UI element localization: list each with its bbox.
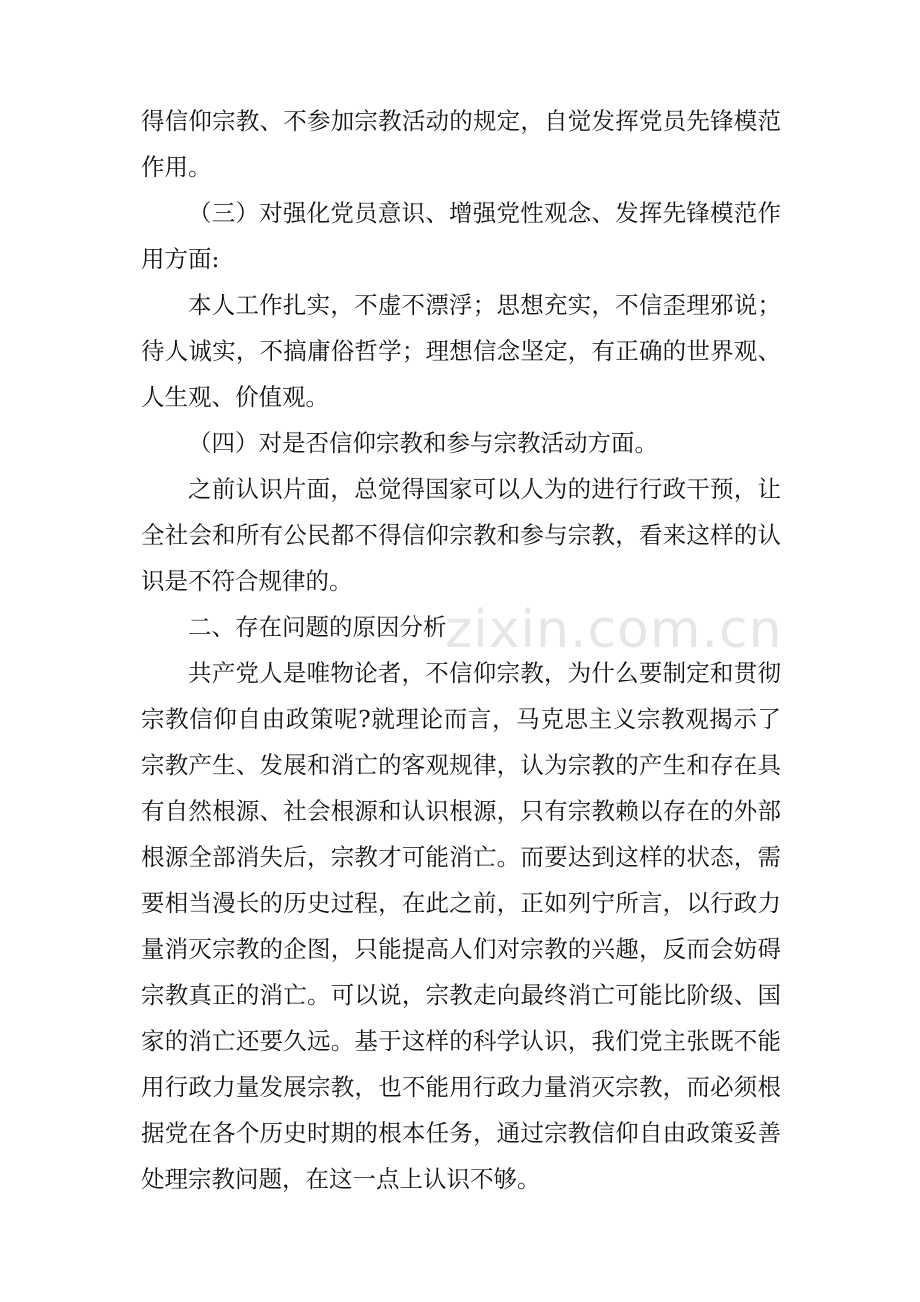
paragraph-1: 得信仰宗教、不参加宗教活动的规定，自觉发挥党员先锋模范作用。 (141, 107, 781, 181)
paragraph-7: 共产党人是唯物论者，不信仰宗教，为什么要制定和贯彻宗教信仰自由政策呢?就理论而言，马克思主义宗教观揭示了宗教产生、发展和消亡的客观规律，认为宗教的产生和存在具有自然根源、社会根源和认识根源，只有宗教赖以存在的外部根源全部消失后，宗教才可能消亡。而要达到这样的状态，需要相当漫长的历史过程，在此之前，正如列宁所言，以行政力量消灭宗教的企图，只能提高人们对宗教的兴趣，反而会妨碍宗教真正的消亡。可以说，宗教走向最终消亡可能比阶级、国家的消亡还要久远。基于这样的科学认识，我们党主张既不能用行政力量发展宗教，也不能用行政力量消灭宗教，而必须根据党在各个历史时期的根本任务，通过宗教信仰自由政策妥善处理宗教问题，在这一点上认识不够。 (141, 659, 781, 1193)
paragraph-3: 本人工作扎实，不虚不漂浮；思想充实，不信歪理邪说；待人诚实，不搞庸俗哲学；理想信念坚定，有正确的世界观、人生观、价值观。 (141, 291, 781, 411)
watermark: zixin.com.cn (445, 600, 783, 660)
paragraph-4: （四）对是否信仰宗教和参与宗教活动方面。 (188, 429, 658, 457)
section-heading: 二、存在问题的原因分析 (188, 613, 447, 641)
document-body (141, 98, 781, 1202)
paragraph-2: （三）对强化党员意识、增强党性观念、发挥先锋模范作用方面: (141, 199, 781, 273)
paragraph-5: 之前认识片面，总觉得国家可以人为的进行行政干预，让全社会和所有公民都不得信仰宗教和参与宗教，看来这样的认识是不符合规律的。 (141, 475, 781, 595)
